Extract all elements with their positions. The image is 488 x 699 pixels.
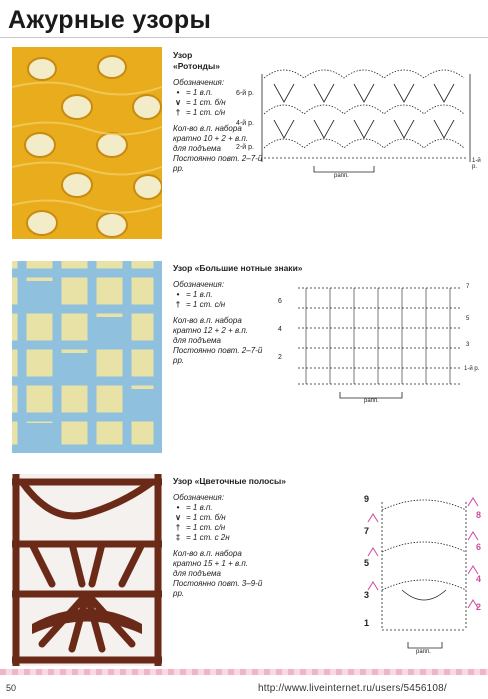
pattern-1-title-line1: Узор [173, 50, 193, 60]
pattern-3-title: Узор «Цветочные полосы» [173, 476, 286, 486]
pattern-3-photo [12, 474, 162, 666]
chain-stitch-icon: • [176, 290, 180, 299]
row-label-7: 7 [364, 526, 370, 536]
legend-text: = 1 в.п. [186, 88, 213, 97]
row-label-right-5: 5 [466, 316, 470, 322]
pattern-1-title-line2: «Ротонды» [173, 61, 220, 71]
pattern-3-legend-title: Обозначения: [173, 493, 225, 502]
single-crochet-icon: ∨ [175, 513, 181, 522]
pattern-2-photo [12, 261, 162, 453]
pattern-1-photo [12, 47, 162, 239]
page-title: Ажурные узоры [8, 6, 212, 34]
pattern-3-note: Кол-во в.п. набора кратно 15 + 1 + в.п. для подъема [173, 549, 249, 578]
pattern-3-repeat: Постоянно повт. 3–9-й рр. [173, 579, 263, 598]
row-label-5: 5 [364, 558, 370, 568]
row-label-2: 2-й р. [236, 144, 254, 151]
legend-text: = 1 ст. б/н [186, 513, 226, 522]
pattern-1-repeat: Постоянно повт. 2–7-й рр. [173, 154, 263, 173]
legend-text: = 1 ст. с/н [186, 523, 226, 532]
row-label-right-2: 2 [476, 602, 482, 612]
pattern-2-title: Узор «Большие нотные знаки» [173, 263, 303, 273]
pattern-2-repeat: Постоянно повт. 2–7-й рр. [173, 346, 263, 365]
row-label-right-8: 8 [476, 510, 482, 520]
row-label-right-7: 7 [466, 284, 470, 290]
legend-item [173, 523, 313, 533]
row-label-6: 6-й р. [236, 90, 254, 97]
rapport-label: рапп. [416, 649, 431, 655]
double-crochet-icon: † [175, 523, 181, 532]
pattern-3-diagram [362, 490, 484, 662]
pattern-1-note: Кол-во в.п. набора кратно 10 + 2 + в.п. для подъема [173, 124, 249, 153]
pattern-3-text [173, 476, 313, 599]
row-label-4: 4-й р. [236, 120, 254, 127]
treble-crochet-icon: ‡ [175, 533, 181, 542]
row-label-right-1: 1-й р. [464, 366, 480, 372]
watermark-url: http://www.liveinternet.ru/users/5456108/ [258, 683, 447, 694]
legend-item [173, 533, 313, 543]
legend-item [173, 503, 313, 513]
title-divider [0, 37, 488, 38]
double-crochet-icon: † [175, 108, 181, 117]
legend-text: = 1 ст. с/н [186, 300, 226, 309]
chain-stitch-icon: • [176, 88, 180, 97]
page-number: 50 [6, 683, 17, 693]
legend-text: = 1 ст. с/н [186, 108, 226, 117]
row-label-2: 2 [278, 354, 282, 361]
legend-text: = 1 ст. с 2н [186, 533, 230, 542]
row-label-right-1: 1-й р. [472, 158, 481, 170]
rapport-label: рапп. [334, 173, 349, 179]
pattern-1-diagram [234, 62, 484, 182]
rapport-label: рапп. [364, 398, 379, 404]
row-label-6: 6 [278, 298, 282, 305]
pattern-1-legend-title: Обозначения: [173, 78, 225, 87]
chain-stitch-icon: • [176, 503, 180, 512]
pattern-2-diagram [276, 280, 484, 410]
legend-text: = 1 в.п. [186, 503, 213, 512]
row-label-right-4: 4 [476, 574, 482, 584]
legend-text: = 1 ст. б/н [186, 98, 226, 107]
row-label-1: 1 [364, 618, 370, 628]
row-label-3: 3 [364, 590, 370, 600]
row-label-right-3: 3 [466, 342, 470, 348]
row-label-9: 9 [364, 494, 370, 504]
legend-text: = 1 в.п. [186, 290, 213, 299]
double-crochet-icon: † [175, 300, 181, 309]
pattern-2-legend-title: Обозначения: [173, 280, 225, 289]
single-crochet-icon: ∨ [175, 98, 181, 107]
row-label-right-6: 6 [476, 542, 482, 552]
footer-decorative-band [0, 669, 488, 675]
row-label-4: 4 [278, 326, 282, 333]
pattern-2-note: Кол-во в.п. набора кратно 12 + 2 + в.п. для подъема [173, 316, 249, 345]
legend-item [173, 513, 313, 523]
